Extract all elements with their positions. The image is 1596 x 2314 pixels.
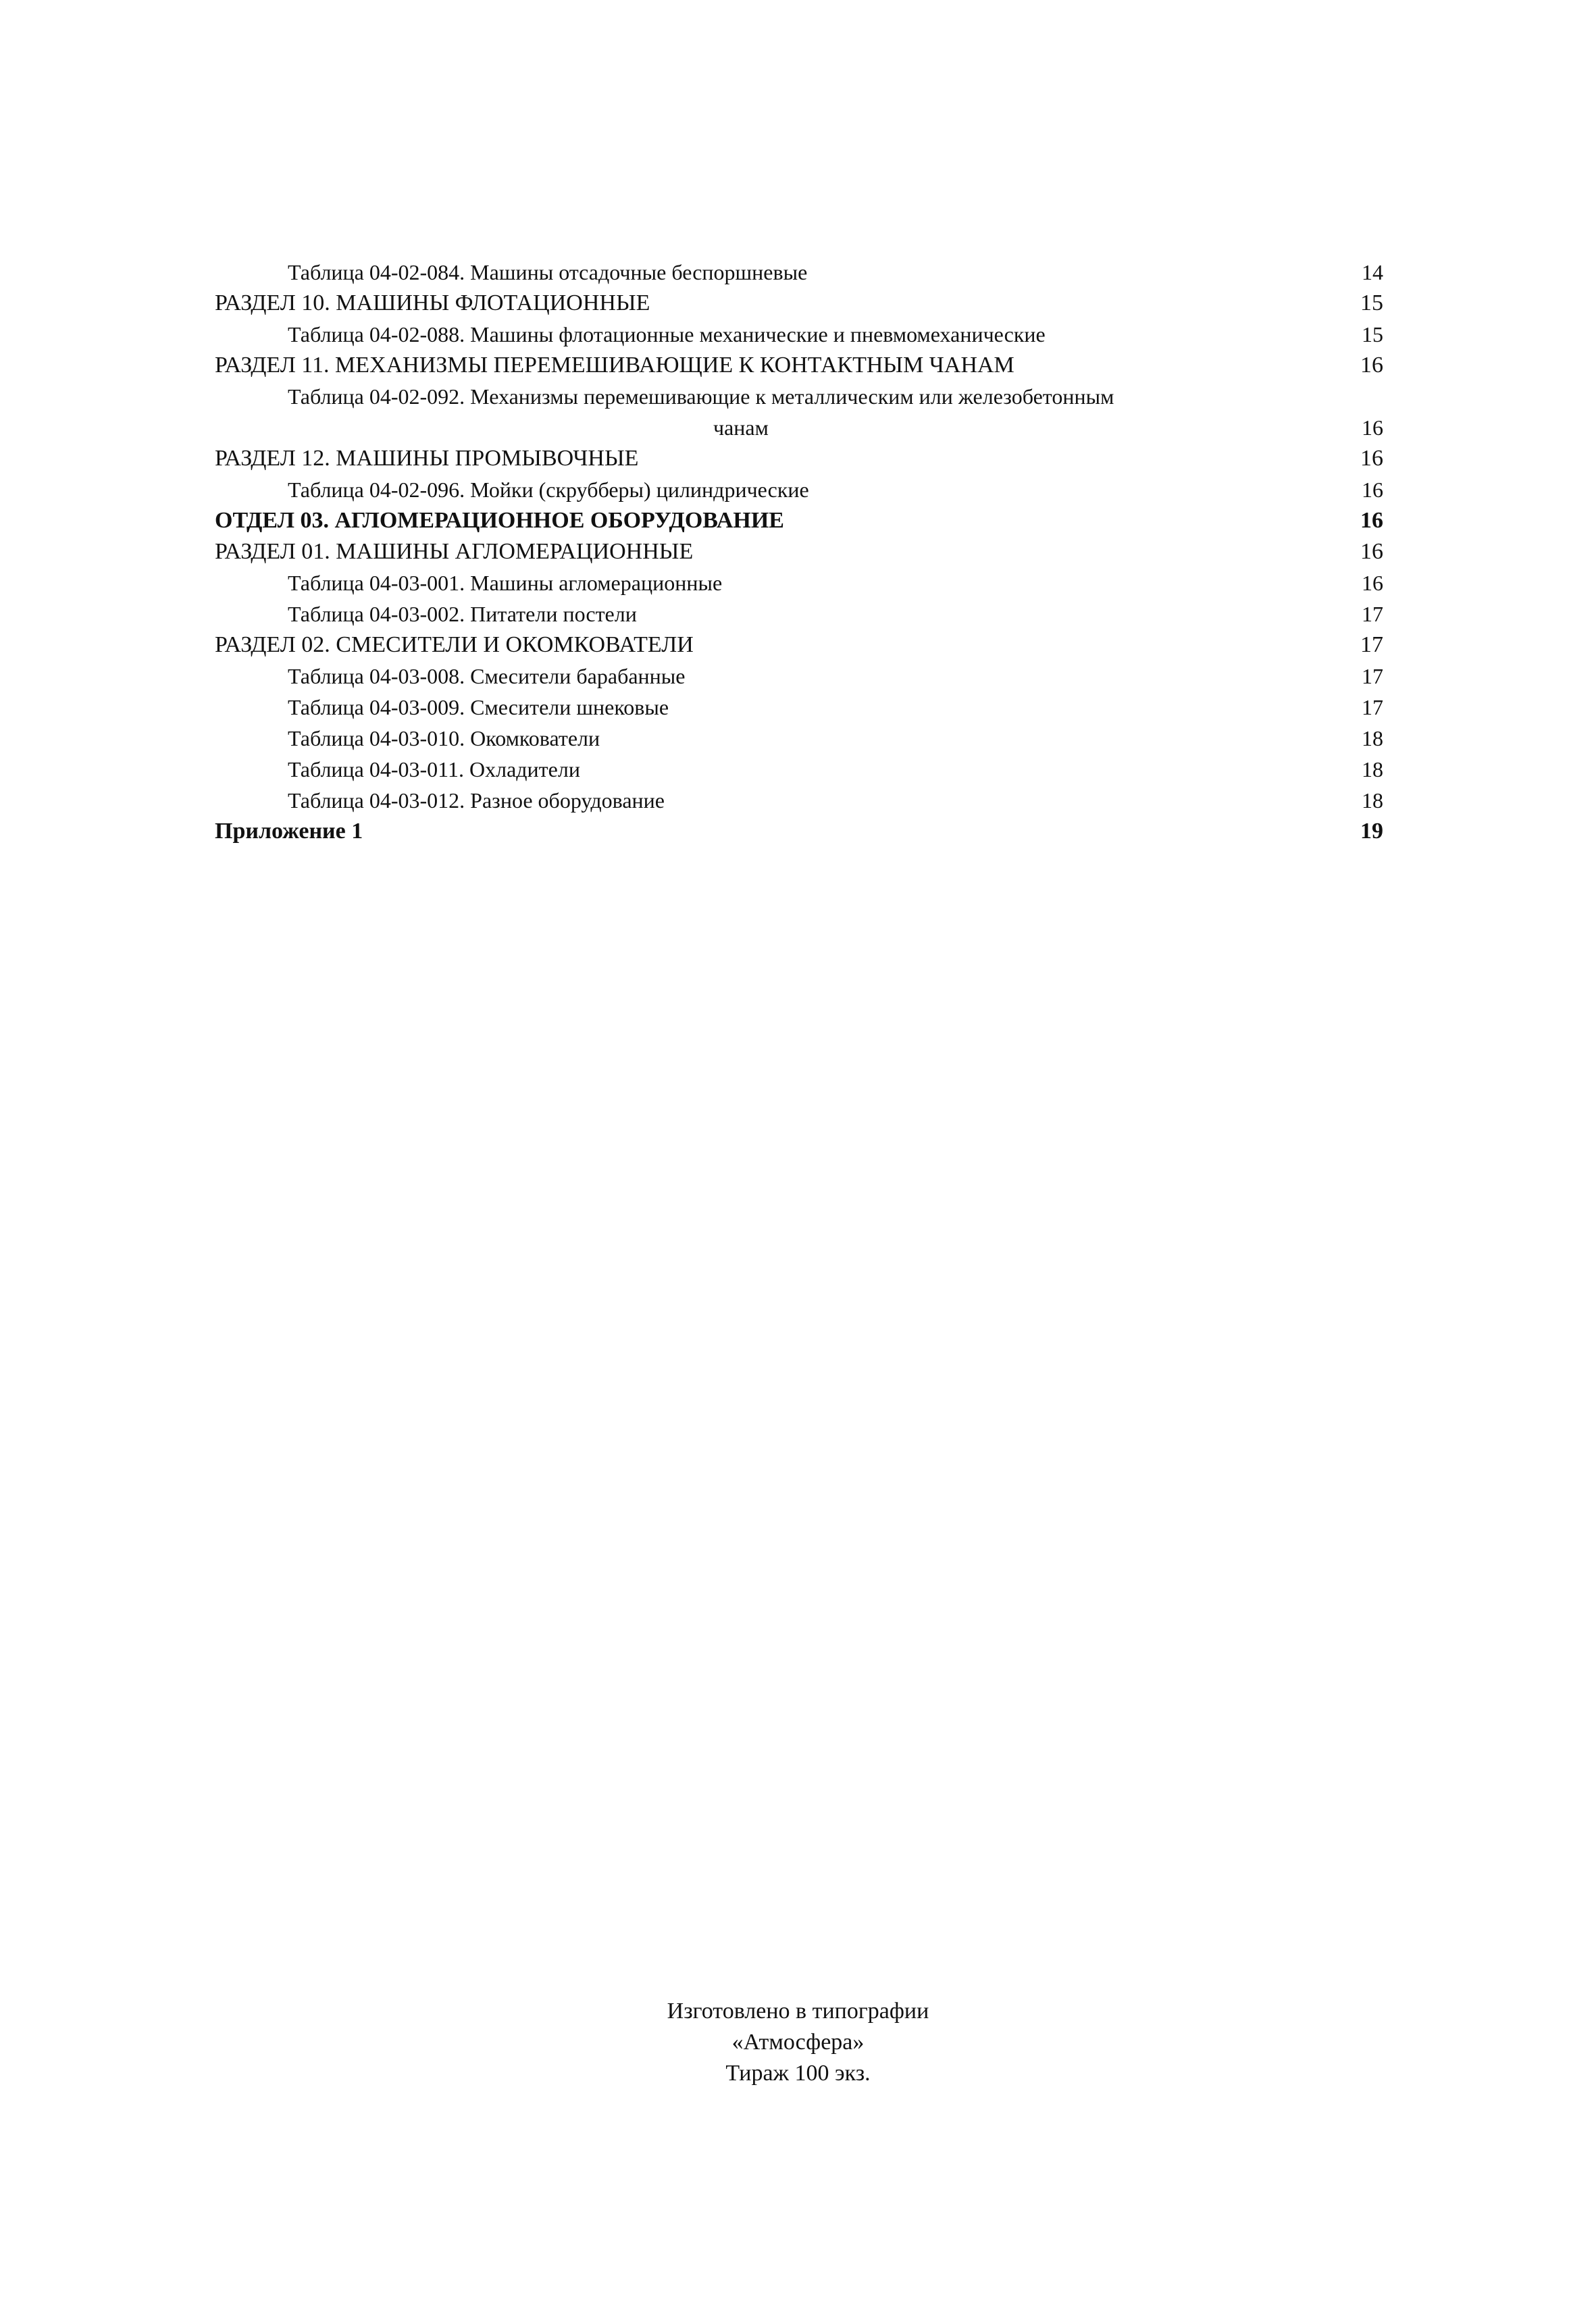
imprint-printer: Изготовлено в типографии [667, 1999, 929, 2024]
toc-entry-page: 16 [1362, 571, 1383, 595]
toc-entry-title: РАЗДЕЛ 02. СМЕСИТЕЛИ И ОКОМКОВАТЕЛИ [215, 632, 694, 657]
toc-entry-page: 16 [1360, 353, 1383, 378]
toc-entry-title-wrap [288, 381, 1302, 443]
toc-entry-page: 17 [1362, 664, 1383, 688]
toc-entry-page: 19 [1360, 819, 1383, 844]
imprint-footer [0, 1996, 1596, 2089]
toc-entry[interactable] [215, 381, 1383, 443]
toc-entry[interactable] [215, 692, 1383, 723]
toc-entry-title: РАЗДЕЛ 11. МЕХАНИЗМЫ ПЕРЕМЕШИВАЮЩИЕ К КОНТАКТНЫМ ЧАНАМ [215, 353, 1014, 378]
imprint-printer-name: «Атмосфера» [731, 2030, 865, 2055]
toc-entry[interactable] [215, 629, 1383, 661]
toc-entry-title: Таблица 04-03-002. Питатели постели [288, 602, 637, 626]
toc-entry-page: 16 [1360, 508, 1383, 533]
toc-entry-page: 16 [1362, 415, 1383, 440]
toc-entry-page: 17 [1362, 695, 1383, 719]
table-of-contents [215, 257, 1383, 847]
toc-entry-title: Таблица 04-02-092. Механизмы перемешивающие к металлическим или железобетонным [288, 384, 1114, 409]
toc-entry-page: 15 [1362, 322, 1383, 346]
toc-entry-title: Таблица 04-03-008. Смесители барабанные [288, 664, 686, 688]
toc-entry-page: 16 [1362, 478, 1383, 502]
toc-entry-title: Таблица 04-03-012. Разное оборудование [288, 788, 665, 813]
toc-entry-title-continuation: чанам [713, 415, 769, 440]
toc-entry[interactable] [215, 257, 1383, 288]
toc-entry-page: 15 [1360, 290, 1383, 315]
toc-entry-title: ОТДЕЛ 03. АГЛОМЕРАЦИОННОЕ ОБОРУДОВАНИЕ [215, 508, 784, 533]
toc-entry[interactable] [215, 443, 1383, 474]
toc-entry[interactable] [215, 661, 1383, 692]
toc-entry[interactable] [215, 754, 1383, 785]
toc-entry-title: Приложение 1 [215, 819, 363, 844]
toc-entry[interactable] [215, 567, 1383, 598]
toc-entry-page: 18 [1362, 788, 1383, 813]
toc-entry[interactable] [215, 536, 1383, 567]
toc-entry-title: РАЗДЕЛ 01. МАШИНЫ АГЛОМЕРАЦИОННЫЕ [215, 539, 694, 564]
toc-entry-page: 17 [1360, 632, 1383, 657]
toc-entry[interactable] [215, 785, 1383, 816]
toc-entry-title: Таблица 04-03-010. Окомкователи [288, 726, 600, 750]
toc-entry-page: 18 [1362, 757, 1383, 781]
toc-entry[interactable] [215, 505, 1383, 536]
toc-entry[interactable] [215, 350, 1383, 381]
toc-entry-title: Таблица 04-03-009. Смесители шнековые [288, 695, 669, 719]
toc-entry-page: 17 [1362, 602, 1383, 626]
toc-entry[interactable] [215, 288, 1383, 319]
toc-entry-title: РАЗДЕЛ 10. МАШИНЫ ФЛОТАЦИОННЫЕ [215, 290, 650, 315]
toc-entry[interactable] [215, 816, 1383, 847]
toc-entry-page: 14 [1362, 260, 1383, 284]
toc-entry-title: Таблица 04-02-096. Мойки (скрубберы) цилиндрические [288, 478, 809, 502]
toc-entry[interactable] [215, 474, 1383, 505]
toc-entry-title: Таблица 04-02-088. Машины флотационные механические и пневмомеханические [288, 322, 1046, 346]
toc-entry-title: Таблица 04-02-084. Машины отсадочные беспоршневые [288, 260, 808, 284]
toc-entry-page: 16 [1360, 446, 1383, 471]
toc-entry[interactable] [215, 319, 1383, 350]
toc-entry[interactable] [215, 723, 1383, 754]
toc-entry-title: РАЗДЕЛ 12. МАШИНЫ ПРОМЫВОЧНЫЕ [215, 446, 639, 471]
toc-entry-title: Таблица 04-03-001. Машины агломерационные [288, 571, 723, 595]
toc-entry-page: 16 [1360, 539, 1383, 564]
toc-entry-page: 18 [1362, 726, 1383, 750]
imprint-print-run: Тираж 100 экз. [725, 2061, 871, 2086]
toc-entry[interactable] [215, 598, 1383, 629]
toc-entry-title: Таблица 04-03-011. Охладители [288, 757, 580, 781]
